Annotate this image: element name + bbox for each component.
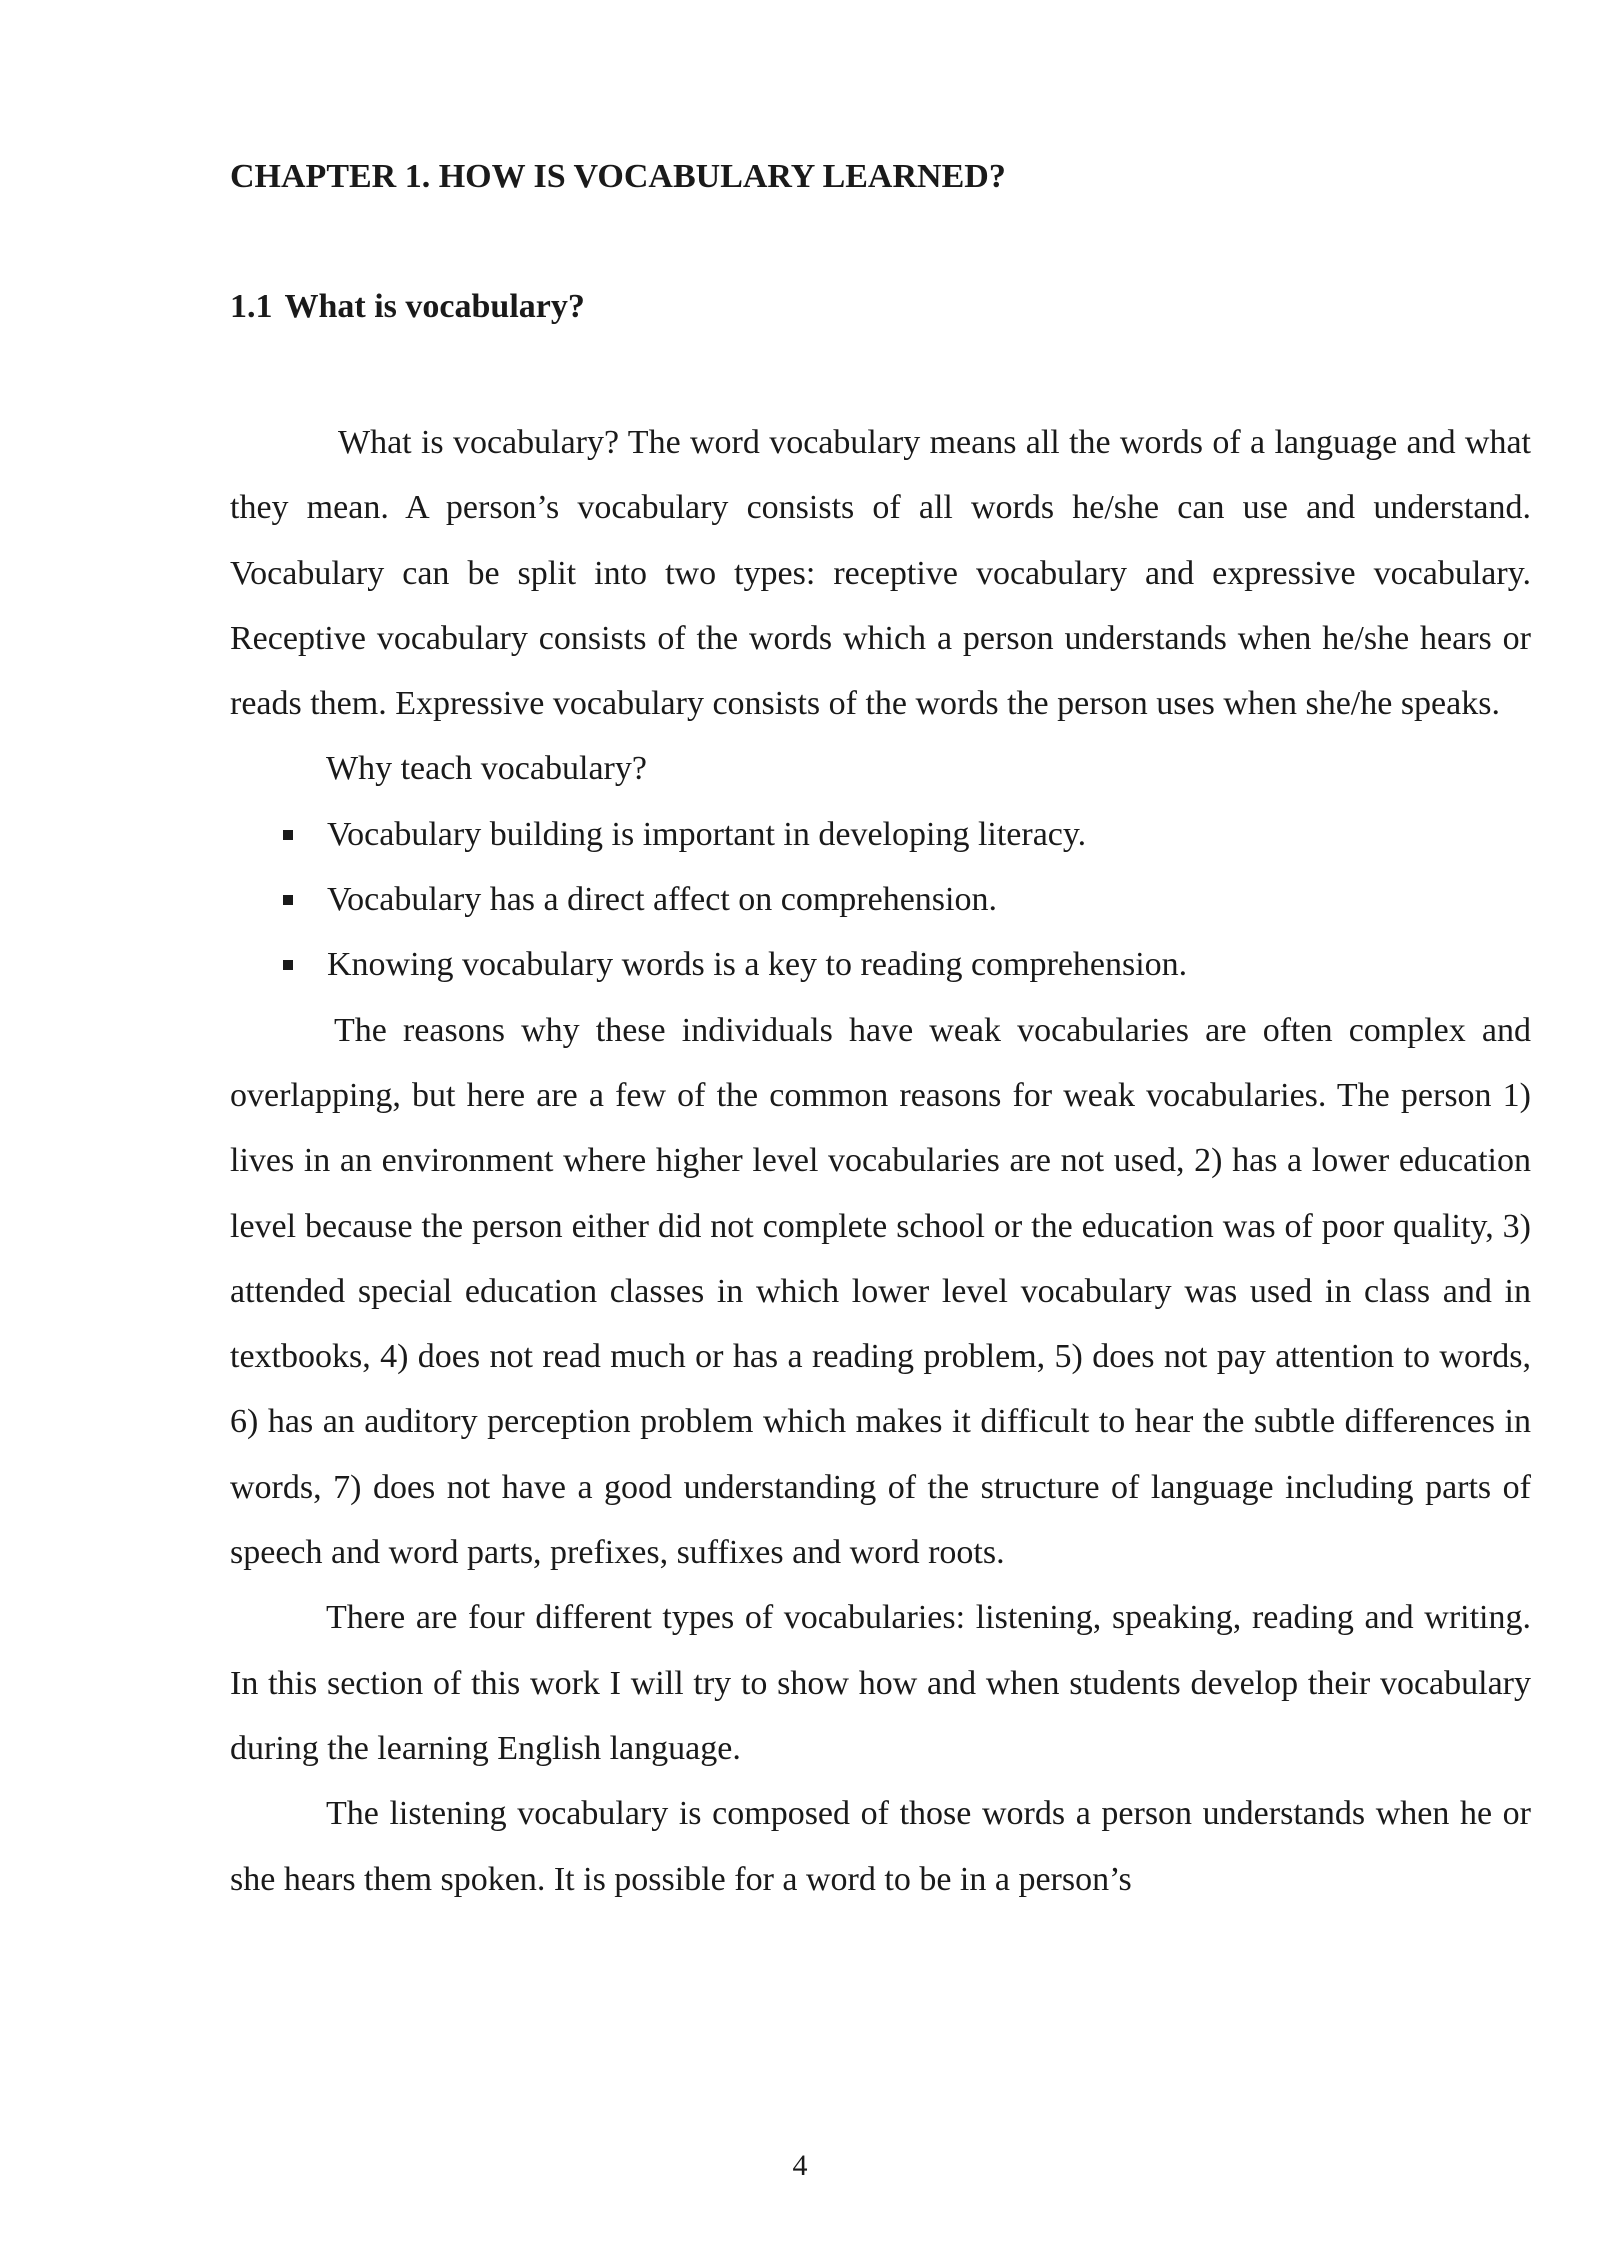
list-item bbox=[230, 802, 1531, 867]
four-types-paragraph: There are four different types of vocabularies: listening, speaking, reading and writing. In this section of this work I will try to show how and when students develop their vocabulary during the learning English language. bbox=[230, 1599, 1531, 1767]
body-text bbox=[230, 410, 1531, 1912]
reasons-paragraph: The reasons why these individuals have weak vocabularies are often complex and overlapping, but here are a few of the common reasons for weak vocabularies. The person 1) lives in an environment where higher level vocabularies are not used, 2) has a lower education level because the person either did not complete school or the education was of poor quality, 3) attended special education classes in which lower level vocabulary was used in class and in textbooks, 4) does not read much or has a reading problem, 5) does not pay attention to words, 6) has an auditory perception problem which makes it difficult to hear the subtle differences in words, 7) does not have a good understanding of the structure of language including parts of speech and word parts, prefixes, suffixes and word roots. bbox=[230, 1011, 1531, 1572]
list-item bbox=[230, 932, 1531, 997]
section-title: What is vocabulary? bbox=[284, 288, 585, 325]
listening-paragraph: The listening vocabulary is composed of those words a person understands when he or she hears them spoken. It is possible for a word to be in a person’s bbox=[230, 1795, 1531, 1898]
bullet-list bbox=[230, 802, 1531, 998]
square-bullet-icon bbox=[283, 830, 293, 840]
intro-paragraph: What is vocabulary? The word vocabulary means all the words of a language and what they mean. A person’s vocabulary consists of all words he/she can use and understand. Vocabulary can be split into two types: receptive vocabulary and expressive vocabulary. Receptive vocabulary consists of the words which a person understands when he/she hears or reads them. Expressive vocabulary consists of the words the person uses when she/he speaks. bbox=[230, 424, 1531, 723]
why-teach-heading: Why teach vocabulary? bbox=[326, 750, 647, 788]
section-heading bbox=[230, 287, 585, 327]
list-item-text: Vocabulary has a direct affect on comprehension. bbox=[327, 881, 997, 919]
square-bullet-icon bbox=[283, 960, 293, 970]
list-item-text: Vocabulary building is important in developing literacy. bbox=[327, 815, 1087, 853]
square-bullet-icon bbox=[283, 895, 293, 905]
list-item-text: Knowing vocabulary words is a key to reading comprehension. bbox=[327, 946, 1188, 984]
page-number: 4 bbox=[792, 2149, 808, 2182]
chapter-title: CHAPTER 1. HOW IS VOCABULARY LEARNED? bbox=[230, 158, 1006, 195]
list-item bbox=[230, 867, 1531, 932]
section-number: 1.1 bbox=[230, 288, 273, 325]
